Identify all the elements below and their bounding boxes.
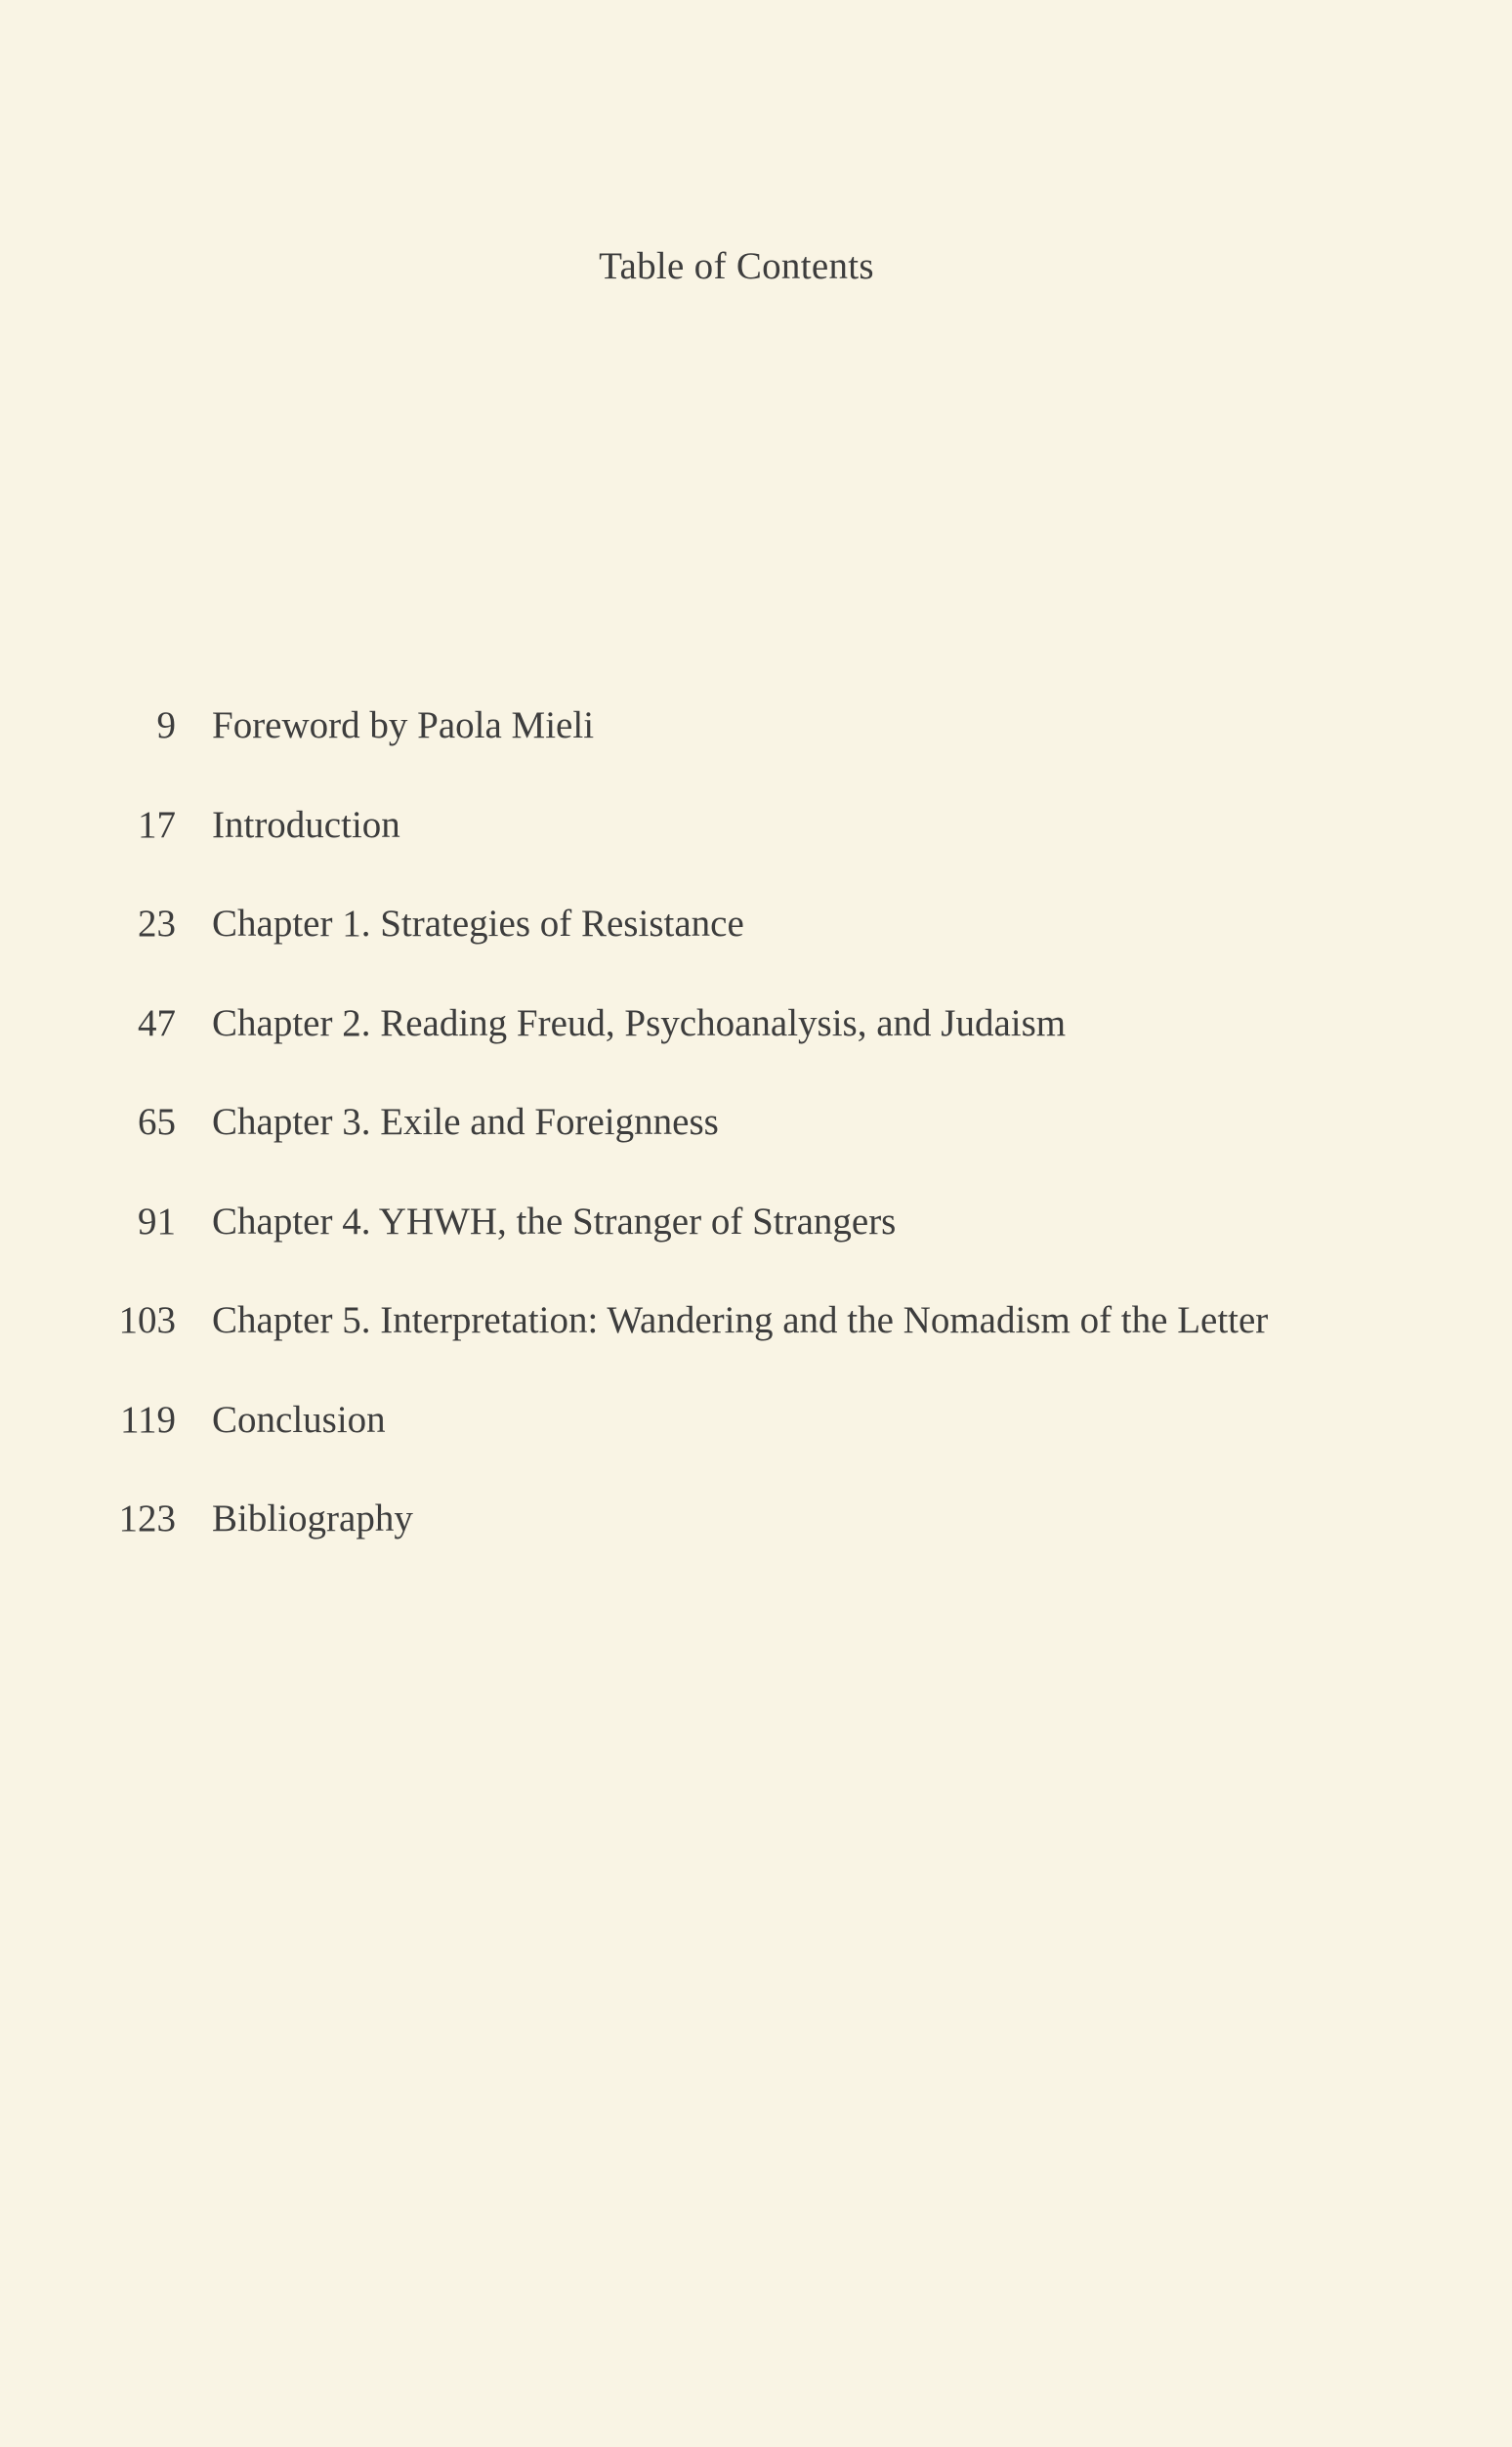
- toc-entry-label: Chapter 3. Exile and Foreignness: [212, 1101, 719, 1143]
- page-title: Table of Contents: [599, 245, 874, 287]
- toc-entry-label: Chapter 4. YHWH, the Stranger of Strangers: [212, 1200, 897, 1243]
- toc-page-number: 123: [118, 1498, 176, 1540]
- toc-entry-row: [0, 1398, 1512, 1498]
- toc-page-number: 119: [119, 1398, 176, 1441]
- toc-page-number: 65: [138, 1101, 176, 1143]
- toc-page-number: 17: [138, 803, 176, 846]
- toc-entry-row: [0, 1200, 1512, 1299]
- toc-page-number: 9: [156, 704, 176, 746]
- toc-entry-row: [0, 803, 1512, 903]
- toc-entry-row: [0, 1001, 1512, 1101]
- toc-page-number: 23: [138, 903, 176, 945]
- toc-entry-label: Conclusion: [212, 1398, 386, 1441]
- toc-list: [0, 703, 1512, 1596]
- toc-entry-row: [0, 703, 1512, 803]
- toc-entry-row: [0, 1100, 1512, 1200]
- toc-entry-row: [0, 1497, 1512, 1596]
- toc-entry-label: Chapter 2. Reading Freud, Psychoanalysis, and Judaism: [212, 1001, 1067, 1044]
- toc-entry-label: Foreword by Paola Mieli: [212, 704, 595, 746]
- toc-page-number: 47: [138, 1001, 176, 1044]
- toc-entry-label: Chapter 5. Interpretation: Wandering and the Nomadism of the Letter: [212, 1299, 1269, 1341]
- toc-page-number: 103: [118, 1299, 176, 1341]
- toc-entry-label: Chapter 1. Strategies of Resistance: [212, 903, 744, 945]
- toc-page-number: 91: [138, 1200, 176, 1243]
- toc-entry-row: [0, 1298, 1512, 1398]
- toc-entry-row: [0, 902, 1512, 1001]
- toc-entry-label: Bibliography: [212, 1498, 413, 1540]
- toc-entry-label: Introduction: [212, 803, 400, 846]
